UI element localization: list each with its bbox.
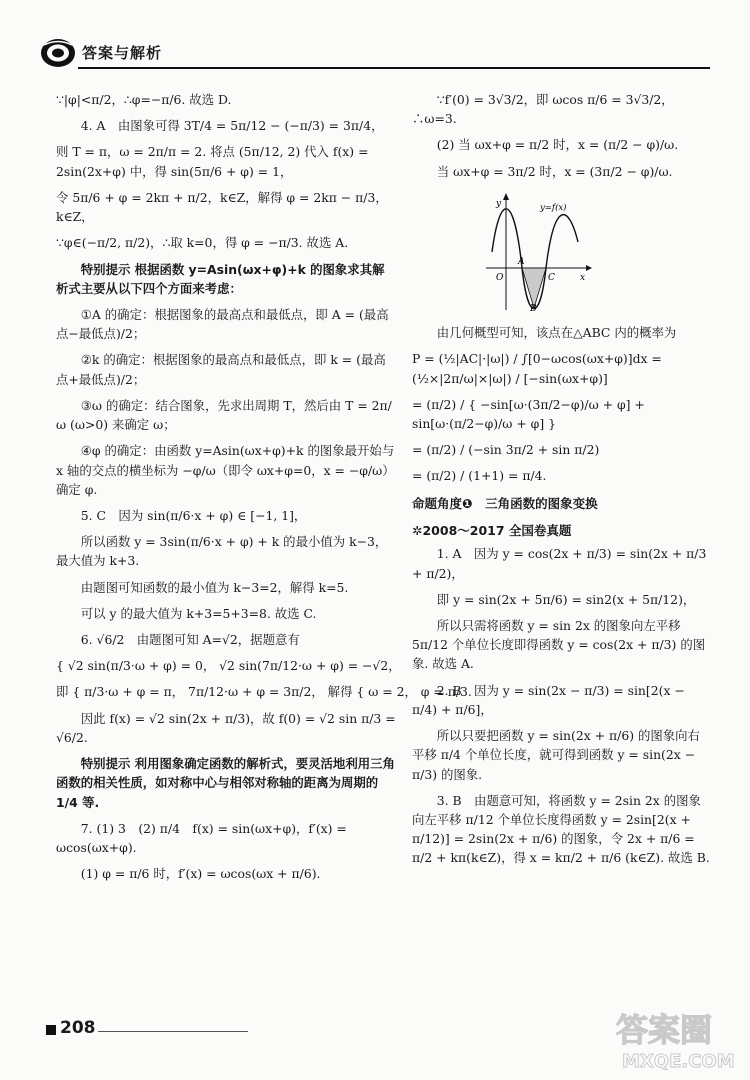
page-header [38,36,710,76]
probability-formula: P = (½|AC|·|ω|) / ∫[0−ωcos(ωx+φ)]dx = (½×|2π/ω|×|ω|) / [−sin(ωx+φ)] [412,351,662,386]
tip-heading: 特别提示 利用图象确定函数的解析式，要灵活地利用三角函数的相关性质，如对称中心与相邻对称轴的距离为周期的 1/4 等. [56,756,395,810]
answer-text: ①A 的确定：根据图象的最高点和最低点，即 A = (最高点−最低点)/2； [56,306,389,342]
answer-text: (2) 当 ωx+φ = π/2 时，x = (π/2 − φ)/ω. [436,137,679,153]
answer-text: 3. B 由题意可知，将函数 y = 2sin 2x 的图象向左平移 π/12 个单位长度得函数 y = 2sin[2(x + π/12)] = 2sin(2x + π/6) 的图象，令 2x + π/6 = π/2 + kπ(k∈Z)，得 x = kπ/2 + π/6 (k∈Z). 故选 B. [412,792,710,866]
answer-text: (1) φ = π/6 时，f′(x) = ωcos(ωx + π/6). [80,866,321,882]
point-c-label: C [548,272,555,283]
origin-label: O [496,272,504,283]
answer-text: 由题图可知函数的最小值为 k−3=2，解得 k=5. [80,579,349,595]
point-a-label: A [518,256,525,267]
answer-text: 则 T = π，ω = 2π/π = 2. 将点 (5π/12, 2) 代入 f(x) = 2sin(2x+φ) 中，得 sin(5π/6 + φ) = 1， [56,144,369,179]
probability-formula: = (π/2) / (1+1) = π/4. [412,468,547,484]
left-column [56,90,472,890]
answer-text: 4. A 由图象可得 3T/4 = 5π/12 − (−π/3) = 3π/4， [80,118,384,134]
svg-text:答案圈: 答案圈 [616,1011,713,1049]
point-b-label: B [530,303,537,312]
book-logo-icon [38,36,78,70]
answer-text: 即 y = sin(2x + 5π/6) = sin2(x + 5π/12)， [436,591,696,607]
section-subtitle: ✲2008～2017 全国卷真题 [412,523,572,538]
answer-text: ∵φ∈(−π/2, π/2)，∴取 k=0，得 φ = −π/3. 故选 A. [56,235,349,251]
probability-formula: = (π/2) / { −sin[ω·(3π/2−φ)/ω + φ] + sin[ω·(π/2−φ)/ω + φ] } [412,396,645,431]
page-footer [46,1020,346,1046]
section-title: 命题角度❶ 三角函数的图象变换 [412,495,598,511]
watermark-logo [608,1003,743,1075]
answer-text: 所以函数 y = 3sin(π/6·x + φ) + k 的最小值为 k−3，最大值为 k+3. [56,534,388,569]
header-title: 答案与解析 [82,44,163,62]
svg-text:MXQE.COM: MXQE.COM [622,1051,735,1072]
footer-rule [98,1031,248,1032]
answer-text: 因此 f(x) = √2 sin(2x + π/3)，故 f(0) = √2 sin π/3 = √6/2. [56,710,396,745]
y-label: y [496,198,502,209]
x-label: x [580,272,586,283]
probability-formula: = (π/2) / (−sin 3π/2 + sin π/2) [412,442,600,458]
answer-text: 5. C 因为 sin(π/6·x + φ) ∈ [−1, 1]， [80,507,307,523]
answer-text: 当 ωx+φ = 3π/2 时，x = (3π/2 − φ)/ω. [436,163,673,179]
fn-label: y=f(x) [540,202,567,213]
answer-text: ④φ 的确定：由函数 y=Asin(ωx+φ)+k 的图象最开始与 x 轴的交点的横坐标为 −φ/ω（即令 ωx+φ=0，x = −φ/ω）确定 φ. [56,443,395,497]
square-bullet-icon [46,1025,56,1035]
answer-text: ∵f′(0) = 3√3/2，即 ωcos π/6 = 3√3/2，∴ω=3. [412,92,674,127]
answer-text: 2. B 因为 y = sin(2x − π/3) = sin[2(x − π/4) + π/6]， [412,682,685,717]
answer-text: ∵|φ|<π/2，∴φ=−π/6. 故选 D. [56,92,232,107]
function-graph [482,192,592,312]
tip-heading: 特别提示 根据函数 y=Asin(ωx+φ)+k 的图象求其解析式主要从以下四个方面来考虑： [56,261,385,296]
equation-system: 即 { π/3·ω + φ = π， 7π/12·ω + φ = 3π/2， 解得 { ω = 2， φ = π/3. [56,684,472,700]
header-rule [78,67,710,69]
answer-text: 由几何概型可知，该点在△ABC 内的概率为 [436,325,677,341]
answer-text: ③ω 的确定：结合图象，先求出周期 T，然后由 T = 2π/ω (ω>0) 来确定 ω； [56,397,392,433]
answer-text: 所以只需将函数 y = sin 2x 的图象向左平移 5π/12 个单位长度即得函数 y = cos(2x + π/3) 的图象. 故选 A. [412,618,706,672]
answer-text: 可以 y 的最大值为 k+3=5+3=8. 故选 C. [80,605,317,621]
answer-text: 6. √6/2 由题图可知 A=√2，据题意有 [80,632,300,648]
right-column [412,90,712,875]
answer-text: 1. A 因为 y = cos(2x + π/3) = sin(2x + π/3 + π/2)， [412,546,707,581]
answer-text: 7. (1) 3 (2) π/4 f(x) = sin(ωx+φ)，f′(x) = ωcos(ωx+φ). [56,820,347,855]
equation-system: { √2 sin(π/3·ω + φ) = 0， √2 sin(7π/12·ω + φ) = −√2， [56,658,401,674]
page-number: 208 [60,1018,96,1038]
answer-text: 令 5π/6 + φ = 2kπ + π/2，k∈Z，解得 φ = 2kπ − π/3，k∈Z， [56,189,388,225]
answer-text: 所以只要把函数 y = sin(2x + π/6) 的图象向右平移 π/4 个单位长度，就可得到函数 y = sin(2x − π/3) 的图象. [412,728,700,782]
answer-text: ②k 的确定：根据图象的最高点和最低点，即 k = (最高点+最低点)/2； [56,352,386,387]
